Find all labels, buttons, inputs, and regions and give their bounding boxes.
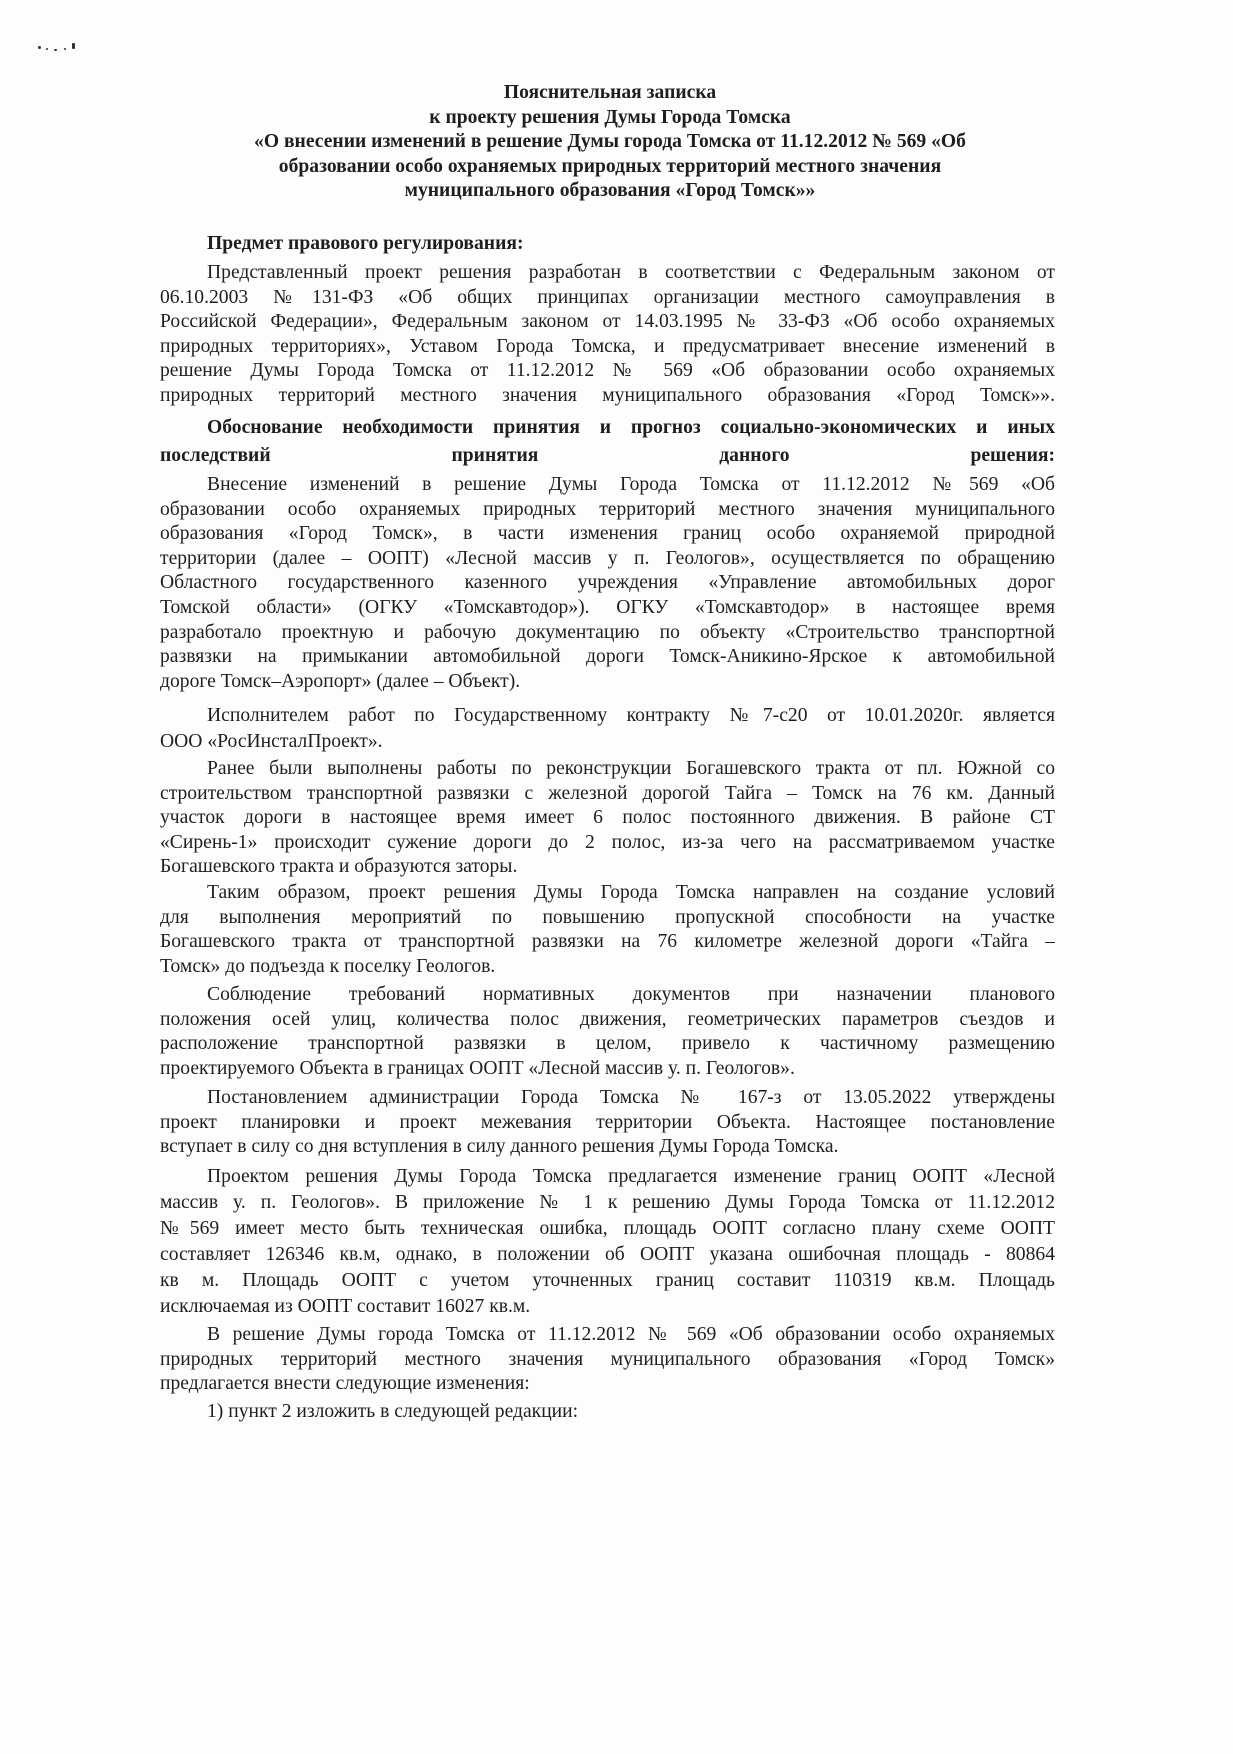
text-line: массив у. п. Геологов». В приложение № 1 к решению Думы Города Томска от 11.12.2012 — [160, 1192, 1055, 1213]
title-line: образовании особо охраняемых природных территорий местного значения — [278, 155, 942, 177]
text-line: Томск» до подъезда к поселку Геологов. — [160, 955, 496, 977]
text-line: Соблюдение требований нормативных документов при назначении планового — [207, 984, 1055, 1005]
text-line: Богашевского тракта от транспортной развязки на 76 километре железной дороги «Тайга – — [160, 931, 1055, 953]
text-line: для выполнения мероприятий по повышению пропускной способности на участке — [160, 906, 1055, 928]
text-line: Представленный проект решения разработан в соответствии с Федеральным законом от — [207, 262, 1055, 283]
text-line: Томской области» (ОГКУ «Томскавтодор»). ОГКУ «Томскавтодор» в настоящее время — [160, 596, 1055, 618]
text-line: №569 имеет место быть техническая ошибка, площадь ООПТ согласно плану схеме ООПТ — [160, 1218, 1055, 1239]
text-line: В решение Думы города Томска от 11.12.2012 № 569 «Об образовании особо охраняемых — [207, 1324, 1055, 1345]
title-line: муниципального образования «Город Томск»» — [404, 180, 816, 202]
text-line: участок дороги в настоящее время имеет 6 полос постоянного движения. В районе СТ — [160, 807, 1055, 829]
paragraph — [160, 1323, 1055, 1397]
paragraph — [160, 261, 1055, 409]
text-line: вступает в силу со дня вступления в силу данного решения Думы Города Томска. — [160, 1136, 839, 1158]
text-line: Таким образом, проект решения Думы Города Томска направлен на создание условий — [207, 882, 1055, 903]
text-line: положения осей улиц, количества полос движения, геометрических параметров съездов и — [160, 1008, 1055, 1030]
text-line: Внесение изменений в решение Думы Города Томска от 11.12.2012 №569 «Об — [207, 474, 1055, 495]
section-heading — [160, 232, 1055, 257]
text-line: Российской Федерации», Федеральным законом от 14.03.1995 № 33-ФЗ «Об особо охраняемых — [160, 311, 1055, 333]
text-line: расположение транспортной развязки в целом, привело к частичному размещению — [160, 1033, 1055, 1055]
paragraph — [160, 703, 1055, 755]
text-line: 06.10.2003 №131-ФЗ «Об общих принципах организации местного самоуправления в — [160, 286, 1055, 308]
text-line: территории (далее – ООПТ) «Лесной массив у п. Геологов», осуществляется по обращению — [160, 547, 1055, 569]
text-line: разработало проектную и рабочую документацию по объекту «Строительство транспортной — [160, 621, 1055, 643]
paragraph — [160, 881, 1055, 979]
text-line: Постановлением администрации Города Томска № 167-з от 13.05.2022 утверждены — [207, 1087, 1055, 1108]
text-line: Ранее были выполнены работы по реконструкции Богашевского тракта от пл. Южной со — [207, 758, 1055, 779]
section-heading — [160, 414, 1055, 470]
paragraph — [160, 1086, 1055, 1160]
text-line: Проектом решения Думы Города Томска предлагается изменение границ ООПТ «Лесной — [207, 1166, 1055, 1187]
paragraph — [160, 983, 1055, 1081]
text-line: кв м. Площадь ООПТ с учетом уточненных границ составит 110319 кв.м. Площадь — [160, 1270, 1055, 1291]
text-line: дороге Томск–Аэропорт» (далее – Объект). — [160, 670, 521, 692]
title-line: «О внесении изменений в решение Думы города Томска от 11.12.2012 № 569 «Об — [254, 131, 966, 153]
text-line: предлагается внести следующие изменения: — [160, 1373, 530, 1395]
text-line: образования «Город Томск», в части изменения границ особо охраняемой природной — [160, 523, 1055, 545]
text-line: природных территориях», Уставом Города Томска, и предусматривает внесение изменений в — [160, 335, 1055, 357]
text-line: Богашевского тракта и образуются заторы. — [160, 856, 518, 878]
text-line: строительством транспортной развязки с железной дорогой Тайга – Томск на 76 км. Данный — [160, 782, 1055, 804]
text-line: Обоснование необходимости принятия и прогноз социально-экономических и иных — [207, 417, 1055, 438]
text-line: последствий принятия данного решения: — [160, 445, 1055, 466]
text-line: Предмет правового регулирования: — [207, 233, 524, 254]
text-line: природных территорий местного значения муниципального образования «Город Томск»». — [160, 384, 1055, 406]
scan-specks — [38, 42, 118, 56]
paragraph — [160, 1400, 1055, 1425]
text-line: исключаемая из ООПТ составит 16027 кв.м. — [160, 1296, 531, 1317]
text-line: развязки на примыкании автомобильной дороги Томск-Аникино-Ярское к автомобильной — [160, 646, 1055, 668]
title-line: Пояснительная записка — [503, 82, 717, 103]
text-line: решение Думы Города Томска от 11.12.2012 № 569 «Об образовании особо охраняемых — [160, 360, 1055, 382]
title-line: к проекту решения Думы Города Томска — [429, 106, 791, 128]
paragraph — [160, 473, 1055, 694]
document-title — [160, 81, 1060, 204]
text-line: Областного государственного казенного учреждения «Управление автомобильных дорог — [160, 572, 1055, 594]
text-line: проект планировки и проект межевания территории Объекта. Настоящее постановление — [160, 1111, 1055, 1133]
text-line: Исполнителем работ по Государственному контракту №7-с20 от 10.01.2020г. является — [207, 705, 1055, 726]
text-line: образовании особо охраняемых природных территорий местного значения муниципального — [160, 498, 1055, 520]
text-line: 1) пункт 2 изложить в следующей редакции: — [207, 1401, 579, 1422]
text-line: природных территорий местного значения муниципального образования «Город Томск» — [160, 1348, 1055, 1370]
paragraph — [160, 1164, 1055, 1320]
text-line: проектируемого Объекта в границах ООПТ «Лесной массив у. п. Геологов». — [160, 1057, 795, 1079]
text-line: составляет 126346 кв.м, однако, в положении об ООПТ указана ошибочная площадь - 80864 — [160, 1244, 1055, 1265]
text-line: «Сирень-1» происходит сужение дороги до 2 полос, из-за чего на рассматриваемом участке — [160, 831, 1055, 853]
text-line: ООО «РосИнсталПроект». — [160, 731, 383, 752]
paragraph — [160, 757, 1055, 880]
